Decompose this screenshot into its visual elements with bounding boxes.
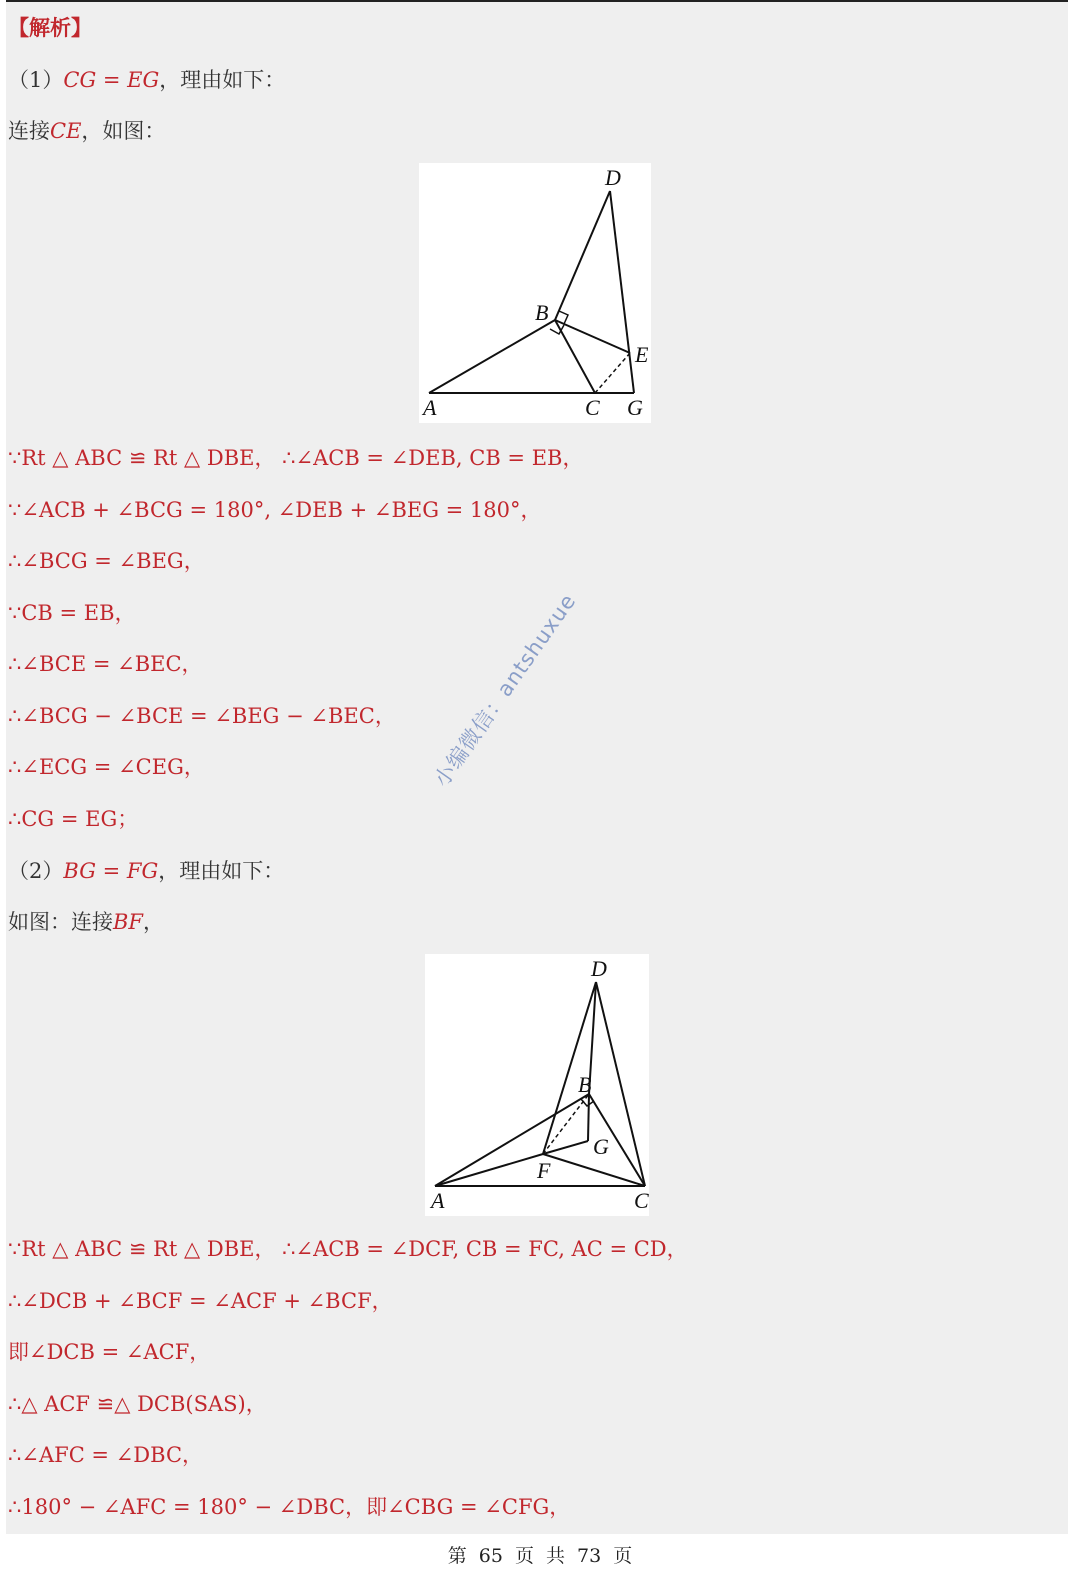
part1-claim: CG = EG	[63, 68, 160, 92]
part1-as-shown: ，如图：	[81, 119, 166, 143]
fig2-dashed-BF	[543, 1094, 589, 1154]
fig1-dashed-CE	[595, 353, 630, 393]
part2-claim: BG = FG	[63, 859, 159, 883]
part1-connect-text: 连接	[8, 119, 50, 143]
fig1-line-DG	[610, 191, 634, 393]
proof2-line-1: ∵Rt △ ABC ≌ Rt △ DBE， ∴∠ACB = ∠DCF, CB = FC, AC = CD，	[8, 1237, 688, 1261]
proof1-line-7: ∴∠ECG = ∠CEG，	[8, 755, 205, 779]
fig1-label-G: G	[627, 395, 643, 420]
fig1-label-C: C	[585, 395, 600, 420]
part2-segment: BF	[113, 910, 144, 934]
fig1-label-D: D	[605, 165, 621, 190]
proof2-line-4: ∴△ ACF ≌△ DCB(SAS)，	[8, 1392, 267, 1416]
proof1-line-4: ∵CB = EB，	[8, 601, 136, 625]
part1-statement	[8, 62, 285, 98]
part1-number: （1）	[8, 68, 64, 92]
document-page	[6, 0, 1068, 1534]
fig1-line-BE	[555, 320, 630, 353]
part1-construction	[8, 113, 165, 149]
part1-segment: CE	[50, 119, 82, 143]
fig1-label-A: A	[423, 395, 437, 420]
fig2-label-B: B	[578, 1072, 592, 1097]
part2-construction	[8, 904, 164, 940]
proof1-line-8: ∴CG = EG；	[8, 807, 139, 831]
proof2-line-3: 即∠DCB = ∠ACF，	[8, 1340, 211, 1364]
figure-2	[425, 954, 649, 1216]
fig2-line-GB	[588, 1094, 589, 1141]
part2-number: （2）	[8, 859, 64, 883]
part2-comma: ，	[143, 910, 165, 934]
proof2-line-5: ∴∠AFC = ∠DBC，	[8, 1443, 204, 1467]
fig2-label-F: F	[537, 1158, 551, 1183]
proof1-line-3: ∴∠BCG = ∠BEG，	[8, 549, 205, 573]
part1-reason-intro: ，理由如下：	[159, 68, 286, 92]
fig1-label-B: B	[535, 300, 549, 325]
fig2-label-A: A	[431, 1188, 445, 1213]
top-rule	[6, 0, 1068, 2]
fig2-line-AB	[435, 1094, 589, 1186]
fig2-line-FG	[543, 1141, 588, 1154]
fig1-label-E: E	[635, 342, 649, 367]
fig2-label-C: C	[634, 1188, 649, 1213]
figure-1	[419, 163, 651, 423]
page-footer: 第 65 页 共 73 页	[447, 1545, 633, 1567]
proof1-line-2: ∵∠ACB + ∠BCG = 180°, ∠DEB + ∠BEG = 180°，	[8, 498, 542, 522]
fig1-line-BD	[555, 191, 610, 320]
watermark: 小编微信：antshuxue	[429, 589, 581, 792]
fig2-label-G: G	[593, 1134, 609, 1159]
fig1-line-AB	[429, 320, 555, 393]
fig2-label-D: D	[591, 956, 607, 981]
proof2-line-2: ∴∠DCB + ∠BCF = ∠ACF + ∠BCF，	[8, 1289, 393, 1313]
proof1-line-1: ∵Rt △ ABC ≌ Rt △ DBE， ∴∠ACB = ∠DEB, CB = EB，	[8, 446, 584, 470]
part2-connect-text: 如图：连接	[8, 910, 113, 934]
part2-reason-intro: ，理由如下：	[158, 859, 285, 883]
fig2-line-AF	[435, 1154, 543, 1186]
analysis-heading: 【解析】	[8, 16, 92, 40]
proof1-line-5: ∴∠BCE = ∠BEC，	[8, 652, 203, 676]
proof2-line-6: ∴180° − ∠AFC = 180° − ∠DBC，即∠CBG = ∠CFG，	[8, 1495, 571, 1519]
proof1-line-6: ∴∠BCG − ∠BCE = ∠BEG − ∠BEC，	[8, 704, 396, 728]
part2-statement	[8, 853, 284, 889]
